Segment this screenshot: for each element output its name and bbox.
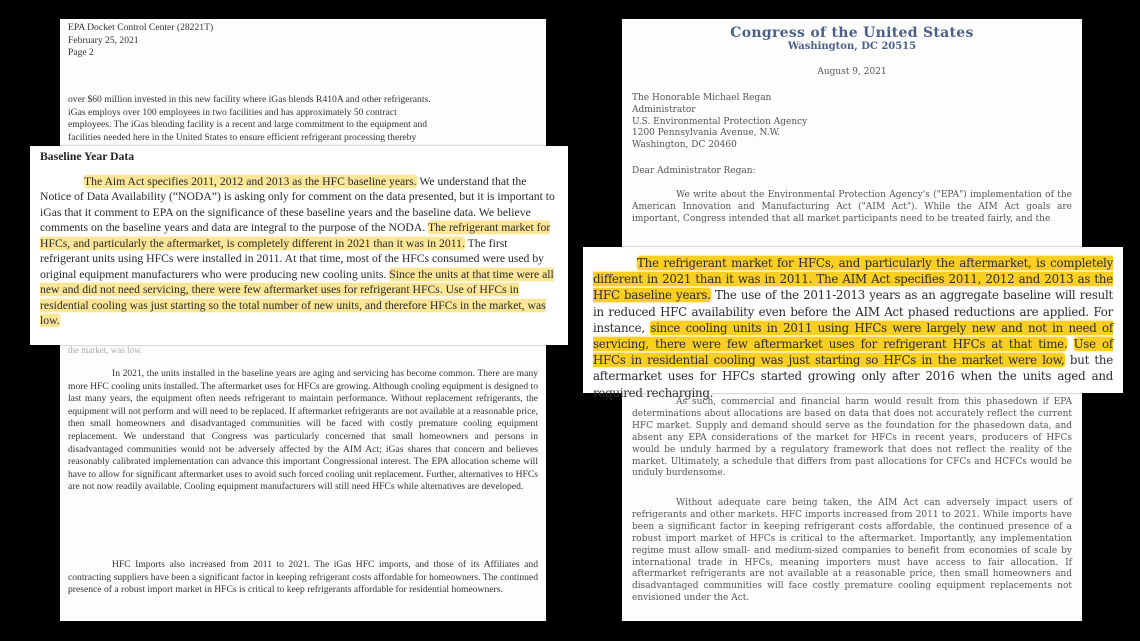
highlighted-text: Since the units at that time were all new and did not need servicing, there were few aftermarket uses for refrigerant HFCs. Use of HFCs in residential cooling was just starting so the total number of new units, and therefore HFCs in the market, was low. <box>40 267 554 327</box>
left-highlight-callout <box>30 146 568 345</box>
left-paragraph-3: HFC Imports also increased from 2011 to 2021. The iGas HFC imports, and those of its Affiliates and contracting suppliers have been a significant factor in keeping refrigerant costs affordable for homeowners. The continued presence of a robust import market in HFCs is critical to keep refrigerants affordable for residential homeowners. <box>68 559 538 596</box>
highlighted-text: Use of HFCs in residential cooling was just starting so HFCs in the market were low, <box>593 337 1113 368</box>
plain-text: but the aftermarket uses for HFCs started growing only after 2016 when the units aged and required recharging. <box>593 353 1113 400</box>
left-doc-header <box>68 22 213 60</box>
left-paragraph-2: In 2021, the units installed in the baseline years are aging and servicing has become common. There are many more HFC cooling units installed. The aftermarket uses for HFCs are growing. Although cooling equipment is designed to last many years, the equipment often needs refrigerant to maintain performance. Without replacement refrigerants, the equipment will not perform and will need to be replaced. If aftermarket refrigerants are not available at a reasonable price, then small homeowners and disadvantaged communities will be faced with costly premature cooling equipment replacement. We understand that Congress was particularly concerned that small homeowners and persons in disadvantaged communities would not be adversely affected by the AIM Act; iGas shares that concern and believes reasonably calibrated implementation can advance this important Congressional interest. The EPA allocation scheme will have to allow for significant aftermarket uses to avoid such forced cooling unit replacement. Further, alternatives to HFCs are not now readily available. Cooling equipment manufacturers will still need HFCs while alternatives are developed. <box>68 368 538 493</box>
section-heading: Baseline Year Data <box>40 150 135 163</box>
callout-paragraph <box>593 255 1113 401</box>
highlighted-text: The Aim Act specifies 2011, 2012 and 2013 as the HFC baseline years. <box>84 174 417 188</box>
address-line: Washington, DC 20460 <box>632 140 737 151</box>
letterhead <box>632 25 1072 53</box>
intro-line: over $60 million invested in this new facility where iGas blends R410A and other refrigerants. <box>68 94 431 105</box>
right-paragraph-1: We write about the Environmental Protection Agency's ("EPA") implementation of the American Innovation and Manufacturing Act ("AIM Act"). While the AIM Act goals are important, Congress intended that all market participants need to be treated fairly, and the <box>632 190 1072 224</box>
plain-text: The use of the 2011-2013 years as an aggregate baseline will result in reduced HFC availability even before the AIM Act phased reductions are applied. For instance, <box>593 288 1113 335</box>
address-line: 1200 Pennsylvania Avenue, N.W. <box>632 128 781 139</box>
intro-line: employees. The iGas blending facility is a recent and large commitment to the equipment and <box>68 119 428 131</box>
header-line-page: Page 2 <box>68 47 94 59</box>
plain-text <box>1067 337 1073 351</box>
header-line-docket: EPA Docket Control Center (28221T) <box>68 22 214 33</box>
highlighted-text: The refrigerant market for HFCs, and particularly the aftermarket, is completely different in 2021 than it was in 2011. The AIM Act specifies 2011, 2012 and 2013 as the HFC baseline years. <box>593 256 1113 303</box>
header-line-date: February 25, 2021 <box>68 34 139 46</box>
left-intro-paragraph <box>68 94 538 144</box>
salutation: Dear Administrator Regan: <box>632 166 756 177</box>
letterhead-title: Congress of the United States <box>730 25 974 41</box>
letter-date: August 9, 2021 <box>817 66 887 77</box>
intro-line: facilities needed here in the United States to ensure efficient refrigerant processing thereby <box>68 131 417 143</box>
right-paragraph-3: As such, commercial and financial harm would result from this phasedown if EPA determinations about allocations are based on data that does not accurately reflect the current HFC market. Supply and demand should serve as the foundation for the phasedown data, and absent any EPA considerations of the market for HFCs in recent years, producers of HFCs would be unduly harmed by a regulatory framework that does not reflect the reality of the market. Ultimately, a schedule that differs from past allocations for CFCs and HCFCs would be unduly burdensome. <box>632 397 1072 479</box>
highlighted-text: since cooling units in 2011 using HFCs were largely new and not in need of servicing, there were few aftermarket uses for refrigerant HFCs at that time. <box>593 320 1114 352</box>
plain-text: We understand that the Notice of Data Availability (“NODA”) is asking only for comment on the data presented, but it is important to iGas that it comment to EPA on the significance of these baseline years and the baseline data. We believe comments on the baseline years and data are integral to the purpose of the NODA. <box>40 174 555 234</box>
left-underlying-text: the market, was low. <box>68 345 143 355</box>
address-line: U.S. Environmental Protection Agency <box>632 116 808 127</box>
recipient-address <box>632 93 1072 153</box>
right-paragraph-4: Without adequate care being taken, the AIM Act can adversely impact users of refrigerants and other markets. HFC imports increased from 2011 to 2021. While imports have been a significant factor in keeping refrigerant costs affordable, the continued presence of a robust import market of HFCs is critical to the aftermarket. Importantly, any implementation regime must allow small- and medium-sized companies to benefit from economies of scale by international trade in HFCs, meaning importers must have access to fair allocation. If aftermarket refrigerants are not available at a reasonable price, then small homeowners and disadvantaged communities will face costly premature cooling equipment replacements not envisioned under the Act. <box>632 498 1072 604</box>
address-line: The Honorable Michael Regan <box>632 92 772 103</box>
plain-text: The first refrigerant units using HFCs were installed in 2011. At that time, most of the HFCs consumed were used by original equipment manufacturers who were producing new cooling units. <box>40 236 545 281</box>
highlighted-text: The refrigerant market for HFCs, and particularly the aftermarket, is completely different in 2021 than it was in 2011. <box>40 221 551 250</box>
intro-line: iGas employs over 100 employees in two facilities and has approximately 50 contract <box>68 106 397 118</box>
address-line: Administrator <box>632 104 696 115</box>
right-highlight-callout <box>583 247 1123 400</box>
letterhead-subtitle: Washington, DC 20515 <box>787 40 917 52</box>
callout-paragraph <box>40 174 558 329</box>
